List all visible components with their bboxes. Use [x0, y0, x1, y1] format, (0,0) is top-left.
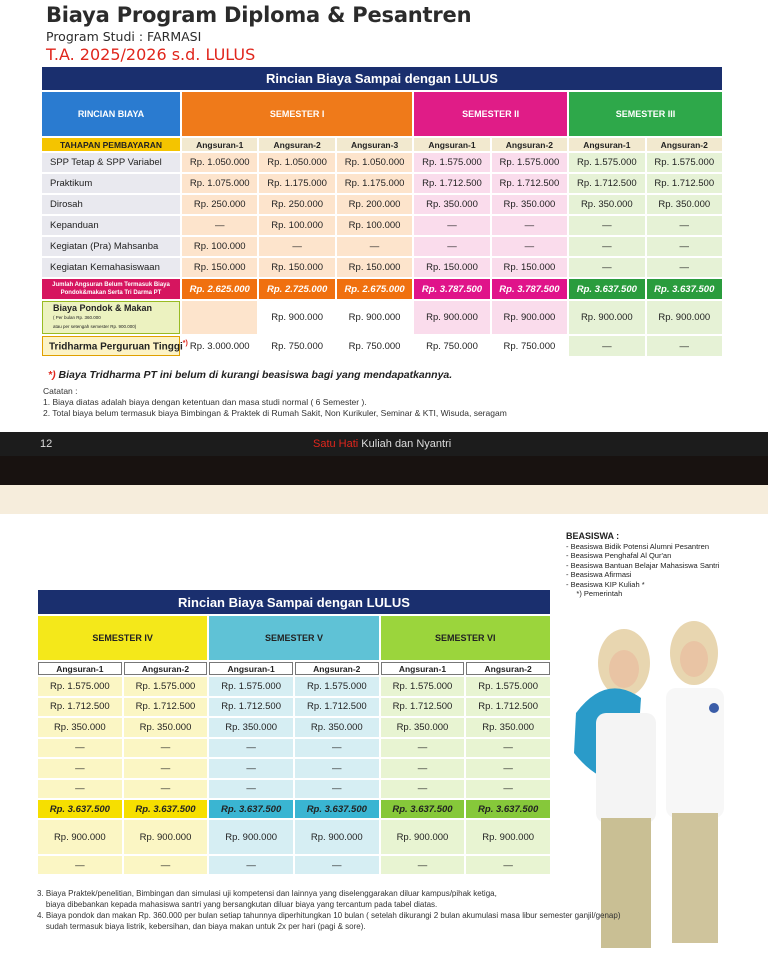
table-row [38, 780, 550, 799]
pondok-title: Biaya Pondok & Makan [53, 303, 153, 313]
footer-band [0, 432, 768, 485]
cost-cell: Rp. 150.000 [492, 258, 567, 277]
cost-cell: Rp. 1.575.000 [38, 677, 122, 696]
tridharma-cell: — [569, 336, 644, 356]
cost-cell: Rp. 1.712.500 [209, 698, 293, 717]
table-caption: Rincian Biaya Sampai dengan LULUS [38, 590, 550, 614]
cost-cell: — [414, 216, 489, 235]
cost-cell: — [124, 739, 208, 758]
cost-cell: Rp. 1.050.000 [182, 153, 257, 172]
cost-cell: — [209, 759, 293, 778]
tridharma-cell: Rp. 750.000 [259, 336, 334, 356]
pondok-cell: Rp. 900.000 [466, 820, 550, 854]
total-cell: Rp. 2.675.000 [337, 279, 412, 299]
beasiswa-item: - Beasiswa Bantuan Belajar Mahasiswa Santri [566, 560, 720, 570]
beasiswa-item: - Beasiswa Bidik Potensi Alumni Pesantren [566, 541, 709, 551]
last-cell: — [381, 856, 465, 874]
semester-3-header: SEMESTER III [569, 92, 722, 136]
semester-6-header: SEMESTER VI [381, 616, 550, 660]
cost-cell: — [124, 759, 208, 778]
total-label: Jumlah Angsuran Belum Termasuk Biaya Pondok&makan Serta Tri Darma PT [42, 279, 180, 299]
cost-cell: — [182, 216, 257, 235]
cost-cell: Rp. 1.712.500 [647, 174, 722, 193]
table-row [42, 195, 722, 214]
table-caption: Rincian Biaya Sampai dengan LULUS [42, 67, 722, 90]
slogan-red: Satu Hati [313, 438, 359, 450]
cost-cell: Rp. 1.175.000 [259, 174, 334, 193]
pondok-cell: Rp. 900.000 [259, 301, 334, 334]
cost-cell: Rp. 1.575.000 [414, 153, 489, 172]
cost-cell: — [209, 739, 293, 758]
cost-table-2 [36, 588, 552, 876]
cost-table-1 [40, 65, 724, 358]
pondok-label [42, 301, 180, 334]
sub-header: Angsuran-1 [569, 138, 644, 151]
cost-cell: — [209, 780, 293, 799]
table-row [38, 718, 550, 737]
sub-header: Angsuran-2 [259, 138, 334, 151]
cost-cell: — [38, 739, 122, 758]
table-row [42, 174, 722, 193]
cost-cell: Rp. 100.000 [182, 237, 257, 256]
row-label: Praktikum [42, 174, 180, 193]
beasiswa-item: - Beasiswa KIP Kuliah * [566, 579, 645, 589]
table-row [38, 677, 550, 696]
page-number: 12 [40, 438, 53, 450]
program-label: Program Studi : FARMASI [46, 29, 202, 44]
cost-cell: Rp. 1.050.000 [259, 153, 334, 172]
academic-year: T.A. 2025/2026 s.d. LULUS [46, 45, 256, 64]
slogan-rest: Kuliah dan Nyantri [358, 438, 452, 450]
pondok-cell: Rp. 900.000 [295, 820, 379, 854]
row-label: Kepanduan [42, 216, 180, 235]
cost-cell: Rp. 1.712.500 [38, 698, 122, 717]
cost-cell: Rp. 250.000 [259, 195, 334, 214]
sub-header: Angsuran-2 [492, 138, 567, 151]
table-row [42, 237, 722, 256]
beasiswa-list [566, 532, 719, 599]
cost-cell: Rp. 200.000 [337, 195, 412, 214]
total-cell: Rp. 3.787.500 [492, 279, 567, 299]
pondok-cell: Rp. 900.000 [492, 301, 567, 334]
beasiswa-item: *) Pemerintah [566, 589, 623, 598]
pondok-cell: Rp. 900.000 [337, 301, 412, 334]
cost-cell: Rp. 1.712.500 [381, 698, 465, 717]
table-row [38, 698, 550, 717]
cost-cell: — [259, 237, 334, 256]
cost-cell: Rp. 250.000 [182, 195, 257, 214]
cost-cell: — [492, 216, 567, 235]
tridharma-cell: — [647, 336, 722, 356]
cost-cell: — [466, 759, 550, 778]
cost-cell: Rp. 1.575.000 [295, 677, 379, 696]
cost-cell: Rp. 1.575.000 [124, 677, 208, 696]
cost-cell: Rp. 1.712.500 [295, 698, 379, 717]
pondok-cell: Rp. 900.000 [414, 301, 489, 334]
cost-cell: Rp. 1.712.500 [492, 174, 567, 193]
cost-cell: Rp. 1.175.000 [337, 174, 412, 193]
cost-cell: — [381, 780, 465, 799]
cost-cell: — [569, 216, 644, 235]
cost-cell: Rp. 1.075.000 [182, 174, 257, 193]
row-label: Dirosah [42, 195, 180, 214]
cost-cell: — [569, 258, 644, 277]
cost-cell: — [647, 237, 722, 256]
cost-cell: Rp. 350.000 [647, 195, 722, 214]
cost-cell: — [38, 780, 122, 799]
cost-cell: — [337, 237, 412, 256]
tridharma-cell: Rp. 750.000 [414, 336, 489, 356]
total-cell: Rp. 3.787.500 [414, 279, 489, 299]
semester-5-header: SEMESTER V [209, 616, 378, 660]
cost-cell: — [295, 759, 379, 778]
cost-cell: — [295, 780, 379, 799]
page-top [0, 0, 768, 432]
sub-header: Angsuran-2 [647, 138, 722, 151]
last-cell: — [38, 856, 122, 874]
cost-cell: Rp. 150.000 [414, 258, 489, 277]
pondok-cell: Rp. 900.000 [569, 301, 644, 334]
tridharma-star: *) [182, 339, 188, 347]
cost-cell: Rp. 1.575.000 [492, 153, 567, 172]
sub-header-label: TAHAPAN PEMBAYARAN [42, 138, 180, 151]
cost-cell: Rp. 350.000 [209, 718, 293, 737]
cost-cell: Rp. 350.000 [295, 718, 379, 737]
cost-cell: Rp. 350.000 [414, 195, 489, 214]
pondok-cell [182, 301, 257, 334]
cost-cell: Rp. 100.000 [259, 216, 334, 235]
cost-cell: Rp. 350.000 [569, 195, 644, 214]
tridharma-note [48, 369, 452, 381]
pondok-note: ( Per bulan Rp. 360.000 [53, 315, 101, 320]
cost-cell: — [569, 237, 644, 256]
cost-cell: Rp. 1.050.000 [337, 153, 412, 172]
cost-cell: — [38, 759, 122, 778]
table-row [42, 216, 722, 235]
catatan [43, 386, 507, 419]
cost-cell: — [381, 739, 465, 758]
total-cell: Rp. 3.637.500 [647, 279, 722, 299]
cost-cell: Rp. 1.712.500 [414, 174, 489, 193]
note-item: 4. Biaya pondok dan makan Rp. 360.000 per bulan setiap tahunnya diperhitungkan 10 bulan ( setelah dikurangi 2 bulan akumulasi masa libur semester ganjil/genap) [37, 911, 621, 920]
pondok-cell: Rp. 900.000 [647, 301, 722, 334]
pondok-cell: Rp. 900.000 [209, 820, 293, 854]
catatan-title: Catatan : [43, 386, 78, 396]
sub-header: Angsuran-2 [295, 662, 379, 675]
table-row [38, 759, 550, 778]
cost-cell: — [124, 780, 208, 799]
tridharma-cell: Rp. 750.000 [492, 336, 567, 356]
cost-cell: — [466, 780, 550, 799]
cost-cell: Rp. 1.575.000 [381, 677, 465, 696]
last-cell: — [466, 856, 550, 874]
note-text: Biaya Tridharma PT ini belum di kurangi beasiswa bagi yang mendapatkannya. [55, 369, 453, 381]
cost-cell: Rp. 1.575.000 [569, 153, 644, 172]
table-row [42, 258, 722, 277]
note-item: biaya dibebankan kepada mahasiswa santri yang bersangkutan diluar biaya yang tercantum pada tabel diatas. [37, 900, 438, 909]
cost-cell: Rp. 150.000 [337, 258, 412, 277]
beasiswa-item: - Beasiswa Penghafal Al Qur'an [566, 551, 672, 560]
cost-cell: — [647, 258, 722, 277]
sub-header: Angsuran-3 [337, 138, 412, 151]
note-item: sudah termasuk biaya listrik, kebersihan, dan biaya makan untuk 2x per hari (pagi & sore). [37, 922, 366, 931]
total-cell: Rp. 3.637.500 [124, 800, 208, 818]
cost-cell: Rp. 350.000 [381, 718, 465, 737]
notes-bottom [37, 888, 737, 932]
catatan-item: 2. Total biaya belum termasuk biaya Bimbingan & Praktek di Rumah Sakit, Non Kurikuler, Seminar & KTI, Wisuda, seragam [43, 408, 507, 418]
slogan [313, 438, 451, 450]
table-row [38, 739, 550, 758]
pondok-cell: Rp. 900.000 [381, 820, 465, 854]
sub-header: Angsuran-1 [414, 138, 489, 151]
catatan-item: 1. Biaya diatas adalah biaya dengan ketentuan dan masa studi normal ( 6 Semester ). [43, 397, 367, 407]
page-title: Biaya Program Diploma & Pesantren [46, 3, 472, 27]
total-cell: Rp. 3.637.500 [381, 800, 465, 818]
semester-2-header: SEMESTER II [414, 92, 567, 136]
total-cell: Rp. 2.725.000 [259, 279, 334, 299]
cost-cell: Rp. 1.712.500 [124, 698, 208, 717]
cost-cell: Rp. 350.000 [466, 718, 550, 737]
total-cell: Rp. 3.637.500 [569, 279, 644, 299]
pondok-cell: Rp. 900.000 [38, 820, 122, 854]
tridharma-cell: Rp. 750.000 [337, 336, 412, 356]
cost-cell: — [295, 739, 379, 758]
cost-cell: Rp. 1.712.500 [569, 174, 644, 193]
cost-cell: Rp. 150.000 [182, 258, 257, 277]
total-cell: Rp. 3.637.500 [209, 800, 293, 818]
beasiswa-title: BEASISWA : [566, 531, 620, 541]
sub-header: Angsuran-1 [209, 662, 293, 675]
cost-cell: — [466, 739, 550, 758]
cost-cell: Rp. 1.575.000 [647, 153, 722, 172]
table-row [42, 153, 722, 172]
last-cell: — [124, 856, 208, 874]
tridharma-title: Tridharma Perguruan Tinggi [49, 341, 183, 353]
sub-header: Angsuran-1 [182, 138, 257, 151]
cost-cell: Rp. 350.000 [124, 718, 208, 737]
sub-header: Angsuran-2 [124, 662, 208, 675]
note-item: 3. Biaya Praktek/penelitian, Bimbingan dan simulasi uji kompetensi dan lainnya yang diselenggarakan diluar kampus/pihak ketiga, [37, 889, 497, 898]
cost-cell: Rp. 1.712.500 [466, 698, 550, 717]
cost-cell: Rp. 150.000 [259, 258, 334, 277]
pondok-note: atau per setengah semester Rp. 900.000) [53, 324, 137, 329]
divider [0, 456, 768, 485]
tridharma-cell: Rp. 3.000.000 [182, 336, 257, 356]
pondok-cell: Rp. 900.000 [124, 820, 208, 854]
cost-cell: Rp. 1.575.000 [466, 677, 550, 696]
note-star: *) [48, 369, 56, 381]
cost-cell: Rp. 1.575.000 [209, 677, 293, 696]
cost-cell: Rp. 350.000 [492, 195, 567, 214]
cost-cell: — [381, 759, 465, 778]
last-cell: — [209, 856, 293, 874]
cost-cell: — [647, 216, 722, 235]
sub-header: Angsuran-1 [38, 662, 122, 675]
beasiswa-item: - Beasiswa Afirmasi [566, 570, 632, 579]
semester-4-header: SEMESTER IV [38, 616, 207, 660]
cost-cell: Rp. 100.000 [337, 216, 412, 235]
tridharma-label [42, 336, 188, 356]
cost-cell: — [414, 237, 489, 256]
total-cell: Rp. 3.637.500 [295, 800, 379, 818]
cost-cell: Rp. 350.000 [38, 718, 122, 737]
cost-cell: — [492, 237, 567, 256]
sub-header: Angsuran-1 [381, 662, 465, 675]
total-cell: Rp. 2.625.000 [182, 279, 257, 299]
sub-header: Angsuran-2 [466, 662, 550, 675]
last-cell: — [295, 856, 379, 874]
row-label: Kegiatan Kemahasiswaan [42, 258, 180, 277]
row-label: Kegiatan (Pra) Mahsanba [42, 237, 180, 256]
col-header-rincian: RINCIAN BIAYA [42, 92, 180, 136]
row-label: SPP Tetap & SPP Variabel [42, 153, 180, 172]
semester-1-header: SEMESTER I [182, 92, 412, 136]
total-cell: Rp. 3.637.500 [466, 800, 550, 818]
total-cell: Rp. 3.637.500 [38, 800, 122, 818]
